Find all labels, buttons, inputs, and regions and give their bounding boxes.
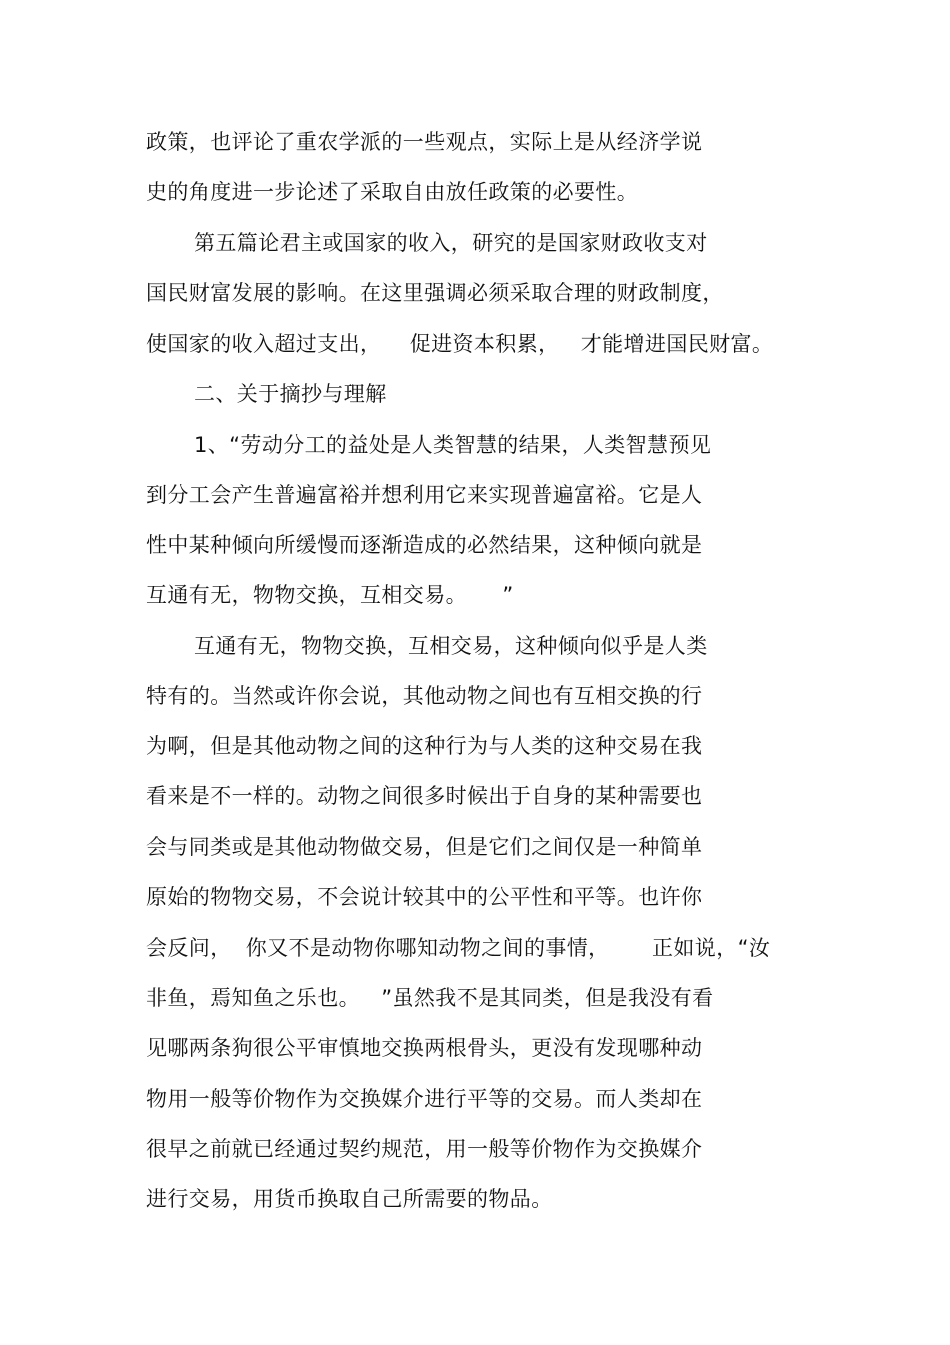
text-line: 会反问， 你又不是动物你哪知动物之间的事情， 正如说，“汝 [146, 936, 771, 960]
text-line: 很早之前就已经通过契约规范，用一般等价物作为交换媒介 [146, 1137, 703, 1161]
text-line: 到分工会产生普遍富裕并想利用它来实现普遍富裕。它是人 [146, 483, 703, 507]
text-line: 性中某种倾向所缓慢而逐渐造成的必然结果，这种倾向就是 [146, 533, 703, 557]
text-line: 见哪两条狗很公平审慎地交换两根骨头，更没有发现哪种动 [146, 1036, 703, 1060]
text-line: 为啊，但是其他动物之间的这种行为与人类的这种交易在我 [146, 734, 703, 758]
text-line: 使国家的收入超过支出， 促进资本积累， 才能增进国民财富。 [146, 332, 774, 356]
text-line: 物用一般等价物作为交换媒介进行平等的交易。而人类却在 [146, 1087, 703, 1111]
text-line: 原始的物物交易，不会说计较其中的公平性和平等。也许你 [146, 885, 703, 909]
section-heading: 二、关于摘抄与理解 [194, 382, 387, 406]
text-line: 国民财富发展的影响。在这里强调必须采取合理的财政制度， [146, 281, 724, 305]
text-line: 互通有无，物物交换，互相交易。 ” [146, 583, 514, 607]
text-line: 互通有无，物物交换，互相交易，这种倾向似乎是人类 [194, 634, 708, 658]
text-line: 1、“劳动分工的益处是人类智慧的结果，人类智慧预见 [194, 433, 712, 457]
text-line: 进行交易，用货币换取自己所需要的物品。 [146, 1187, 553, 1211]
text-line: 政策，也评论了重农学派的一些观点，实际上是从经济学说 [146, 130, 703, 154]
text-line: 史的角度进一步论述了采取自由放任政策的必要性。 [146, 180, 639, 204]
text-line: 第五篇论君主或国家的收入，研究的是国家财政收支对 [194, 231, 708, 255]
text-line: 看来是不一样的。动物之间很多时候出于自身的某种需要也 [146, 784, 703, 808]
text-line: 特有的。当然或许你会说，其他动物之间也有互相交换的行 [146, 684, 703, 708]
text-line: 会与同类或是其他动物做交易，但是它们之间仅是一种简单 [146, 835, 703, 859]
text-line: 非鱼，焉知鱼之乐也。 ”虽然我不是其同类，但是我没有看 [146, 986, 714, 1010]
